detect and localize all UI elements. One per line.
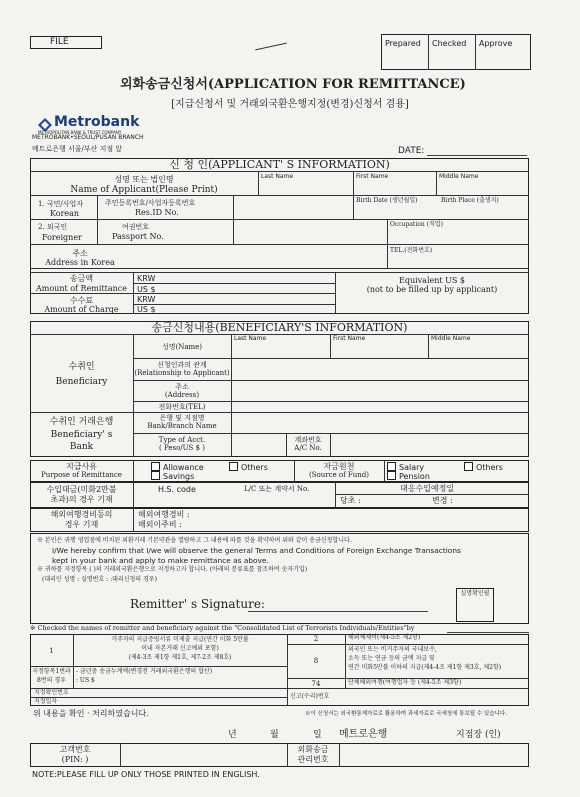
resid-kr: 주민등록번호/사업자등록번호 <box>105 199 196 207</box>
row1-text-a: 거주자의 지급증빙서류 미제출 지급(연간 미화 5만불 <box>111 636 249 643</box>
lc-label: L/C 또는 계약서 No. <box>244 485 310 493</box>
declaration-kr: ※ 본인은 귀행 영업점에 비치된 외환거래 기본약관을 열람하고 그 내용에 따를 것을 확약하며 위와 같이 송금신청합니다. <box>37 537 352 544</box>
purpose-kr: 지급사유 <box>66 462 97 471</box>
address-kr: 주소 <box>72 249 88 258</box>
logo-name: Metrobank <box>54 114 140 130</box>
declaration-en2: kept in your bank and apply to make remittance as above. <box>52 556 269 565</box>
row2-label-a: 지정항목1번과 <box>32 668 71 675</box>
designate-text: ※ 귀하를 지정항목 ( )의 거래외국환은행으로 지정하고자 합니다. (아래의 분류표를 참조하여 숫자기입) <box>37 566 308 573</box>
remit-krw: KRW <box>137 274 156 283</box>
verify-label: 실명확인필 <box>460 590 490 597</box>
equiv-label: Equivalent US $ <box>398 276 466 285</box>
salary-checkbox[interactable] <box>387 462 396 471</box>
travel-b: 해외이주비 : <box>138 520 182 529</box>
beneficiary-side-kr: 수취인 <box>68 362 95 372</box>
row2-desc-a: 외국인 또는 비거주자의 국내보수, <box>348 646 437 653</box>
ben-bank-side-en2: Bank <box>69 442 94 452</box>
korean-kr: 1. 국민/사업자 <box>38 200 84 208</box>
applicant-middle-name: Middle Name <box>439 173 479 180</box>
foreigner-en: Foreigner <box>42 233 82 242</box>
others-checkbox[interactable] <box>229 462 238 471</box>
beneficiary-side-en: Beneficiary <box>55 377 108 387</box>
hs-code-label: H.S. code <box>158 485 196 494</box>
import-l1: 수입대금(미화2만불 <box>46 485 117 494</box>
remit-amount-kr: 송금액 <box>69 274 94 283</box>
branch-manager: 지점장 (인) <box>456 730 501 740</box>
remit-no-kr: 외화송금 <box>297 745 329 754</box>
applicant-header: 신 청 인(APPLICANT' S INFORMATION) <box>169 158 390 171</box>
import-l2: 초과)의 경우 기재 <box>50 495 113 504</box>
others2-checkbox[interactable] <box>464 462 473 471</box>
date-label: DATE: <box>398 146 425 156</box>
occupation-label: Occupation (직업) <box>390 221 443 228</box>
checked-by-field[interactable] <box>447 632 529 633</box>
report-no-label: 신고(수리)번호 <box>290 693 330 700</box>
beneficiary-first-name: First Name <box>333 335 366 342</box>
relationship-en: (Relationship to Applicant) <box>134 369 230 377</box>
row1-text-c: (제4-3조 제1항 제1호, 제7-2조 제8호) <box>128 654 232 661</box>
bank-branch-en: Bank/Branch Name <box>147 422 217 430</box>
remit-no-en: 관리번호 <box>297 755 329 764</box>
signature-label: Remitter' s Signature: <box>130 597 265 611</box>
address-en: Address in Korea <box>45 258 115 267</box>
row3-code: 74 <box>311 680 321 688</box>
others-option[interactable]: Others <box>229 462 268 472</box>
branch-label: METROBANK•SEOUL/PUSAN BRANCH <box>32 134 144 141</box>
row2-text-b: : US $ <box>76 677 95 684</box>
ben-address-kr: 주소 <box>175 383 189 391</box>
party-label: 당초 : <box>340 496 361 505</box>
birth-place-label: Birth Place (출생지) <box>441 197 499 204</box>
customer-no-kr: 고객번호 <box>59 745 91 754</box>
date-year: 년 <box>228 730 237 740</box>
metrobank-logo-icon <box>38 117 52 131</box>
beneficiary-middle-name: Middle Name <box>431 335 471 342</box>
approval-approve: Approve <box>479 39 513 48</box>
charge-en: Amount of Charge <box>44 305 119 314</box>
allowance-option[interactable]: Allowance <box>151 462 204 472</box>
resid-en: Res.ID No. <box>135 208 179 217</box>
form-title: 외화송금신청서(APPLICATION FOR REMITTANCE) <box>120 77 466 92</box>
pension-checkbox[interactable] <box>387 471 396 480</box>
fund-en: (Source of Fund) <box>309 471 369 479</box>
ben-bank-side-en1: Beneficiary' s <box>50 430 113 440</box>
bank-branch-kr: 은행 및 지점명 <box>159 414 205 422</box>
row1-text-b: 이내 자본거래 신고예외 포함) <box>141 645 219 652</box>
processed-text: 위 내용을 확인 · 처리하였습니다. <box>33 709 149 718</box>
applicant-name-en: Name of Applicant(Please Print) <box>70 185 218 195</box>
travel-l1: 해외여행경비등의 <box>50 510 113 519</box>
acct-type-en: ( Peso/US $ ) <box>159 444 205 452</box>
pension-option[interactable]: Pension <box>387 471 430 481</box>
charge-kr: 수수료 <box>69 296 94 305</box>
change-label: 변경 : <box>432 496 453 505</box>
beneficiary-header: 송금신청내용(BENEFICIARY'S INFORMATION) <box>151 321 408 334</box>
beneficiary-name-label: 성명(Name) <box>161 343 203 351</box>
fund-kr: 자금원천 <box>323 462 355 471</box>
customer-no-en: (PIN: ) <box>61 755 89 764</box>
ben-bank-side-kr: 수취인 거래은행 <box>49 417 114 427</box>
applicant-last-name: Last Name <box>261 173 294 180</box>
travel-l2: 경우 기재 <box>64 520 99 529</box>
remit-usd: US $ <box>137 285 156 294</box>
acct-no-kr: 계좌번호 <box>294 436 322 444</box>
row2-desc-b: 소득 또는 연금 등의 금액 지급 및 <box>348 655 435 662</box>
date-field[interactable] <box>427 155 527 156</box>
signature-stroke <box>255 43 287 51</box>
designate-date-label: 지정일자 <box>34 698 58 705</box>
ben-tel-label: 전화번호(TEL) <box>158 403 206 411</box>
applicant-name-kr: 성명 또는 법인명 <box>114 175 174 184</box>
travel-a: 해외여행경비 : <box>138 510 190 519</box>
row1-number: 1 <box>49 647 54 655</box>
due-label: 대응수입예정일 <box>400 484 455 493</box>
acct-no-en: A/C No. <box>294 444 322 452</box>
row2-text-a: - 금년중 송금누계액(변경전 거래외국환은행의 합산) <box>76 668 213 675</box>
agent-text: (대리인 성명 : 실명번호 : :대리신청의 경우) <box>42 576 157 583</box>
charge-krw: KRW <box>137 295 156 304</box>
date-month: 월 <box>270 730 279 740</box>
equiv-note: (not to be filled up by applicant) <box>366 285 498 294</box>
fine-print: ※이 신청서는 외국환통제자료로 활용하며 과세자료로 국세청에 통보될 수 있습니다. <box>305 711 507 717</box>
footer-note: NOTE:PLEASE FILL UP ONLY THOSE PRINTED IN ENGLISH. <box>32 770 260 779</box>
row2-label-b: 8번의 경우 <box>37 677 66 684</box>
date-day: 일 <box>313 730 322 740</box>
file-label: FILE <box>50 37 69 47</box>
form-subtitle: [지급신청서 및 거래외국환은행지정(변경)신청서 겸용] <box>171 99 409 110</box>
signature-field[interactable] <box>248 611 428 612</box>
tel-label: TEL.(전화번호) <box>390 247 433 254</box>
row3-desc: 단체해외여행(여행업자 등 (제4-5조 제3항) <box>348 679 462 686</box>
others2-option[interactable]: Others <box>464 462 503 472</box>
branch-kr: 메트로은행 서울/부산 지점 앞 <box>32 145 123 153</box>
salary-option[interactable]: Salary <box>387 462 424 472</box>
row2-code: 8 <box>313 657 319 665</box>
row2-desc-c: 연간 미화5만불 이하의 지급(제4-4조 제1항 제3호, 제2항) <box>348 664 502 671</box>
logo-tagline: METROPOLITAN BANK & TRUST COMPANY <box>38 130 122 135</box>
foreigner-kr: 2. 외국인 <box>38 223 68 231</box>
acct-type-kr: Type of Acct. <box>158 436 206 444</box>
terrorist-check: ※ Checked the names of remitter and beneficiary against the "Consolidated List of Terrorists Individuals/Entities"by <box>30 624 415 632</box>
row1-desc: 해외체재비(제4-5조 제2항) <box>348 634 421 641</box>
beneficiary-last-name: Last Name <box>234 335 267 342</box>
declaration-en1: I/We hereby confirm that I/we will observe the general Terms and Conditions of Foreign Exchange Transactions <box>52 546 461 555</box>
confirm-no-label: 지정확인번호 <box>34 689 69 696</box>
passport-kr: 여권번호 <box>122 223 150 231</box>
ben-address-en: (Address) <box>164 391 200 399</box>
approval-prepared: Prepared <box>385 39 421 48</box>
remit-amount-en: Amount of Remittance <box>35 284 128 293</box>
approval-checked: Checked <box>432 39 467 48</box>
savings-option[interactable]: Savings <box>151 471 194 481</box>
purpose-en: Purpose of Remittance <box>41 471 122 479</box>
bank-name: 메트로은행 <box>339 729 388 740</box>
passport-en: Passport No. <box>112 232 164 241</box>
allowance-checkbox[interactable] <box>151 462 160 471</box>
applicant-first-name: First Name <box>356 173 389 180</box>
charge-usd: US $ <box>137 305 156 314</box>
relationship-kr: 신청인과의 관계 <box>157 361 207 369</box>
row1-code: 2 <box>313 635 319 643</box>
korean-en: Korean <box>50 209 80 218</box>
birth-date-label: Birth Date (생년월일) <box>356 197 418 204</box>
savings-checkbox[interactable] <box>151 471 160 480</box>
